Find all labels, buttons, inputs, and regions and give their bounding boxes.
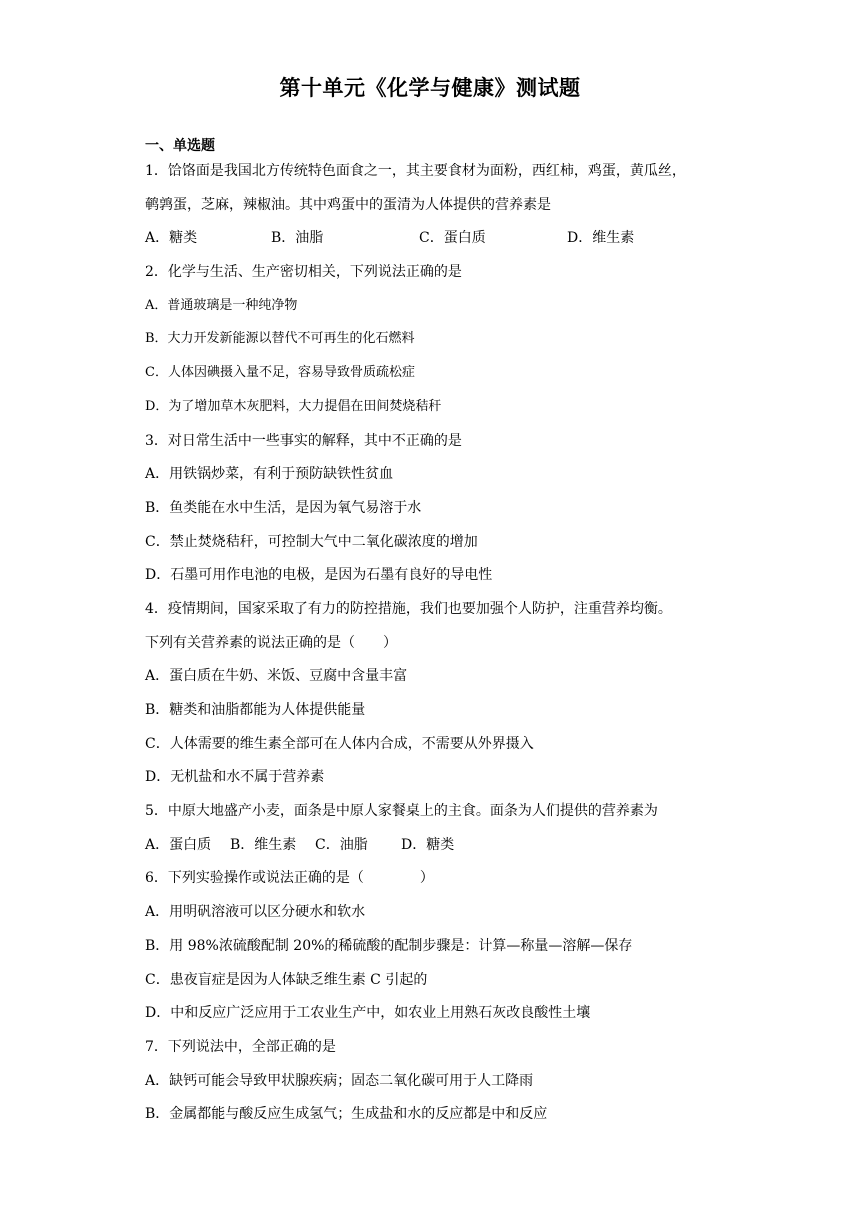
question-7-stem: 7．下列说法中，全部正确的是 [145,1038,336,1055]
question-6-option-b: B．用 98%浓硫酸配制 20%的稀硫酸的配制步骤是：计算—称量—溶解—保存 [145,937,633,954]
question-6-option-d: D．中和反应广泛应用于工农业生产中，如农业上用熟石灰改良酸性土壤 [145,1005,591,1022]
question-1-line-2: 鹌鹑蛋，芝麻，辣椒油。其中鸡蛋中的蛋清为人体提供的营养素是 [145,196,551,213]
question-2-stem: 2．化学与生活、生产密切相关，下列说法正确的是 [145,264,462,281]
page-title: 第十单元《化学与健康》测试题 [279,76,581,100]
question-2-option-d: D．为了增加草木灰肥料，大力提倡在田间焚烧秸秆 [145,398,442,414]
section-heading: 一、单选题 [145,138,215,154]
question-7-option-a: A．缺钙可能会导致甲状腺疾病；固态二氧化碳可用于人工降雨 [145,1072,534,1089]
option-b: B．油脂 [271,230,324,247]
question-2-option-b: B．大力开发新能源以替代不可再生的化石燃料 [145,331,415,347]
question-4-line-2: 下列有关营养素的说法正确的是（ ） [145,634,397,651]
option-a: A．蛋白质 [145,836,212,853]
question-1-line-1: 1．饸饹面是我国北方传统特色面食之一，其主要食材为面粉，西红柿，鸡蛋，黄瓜丝， [145,163,686,179]
question-6-stem: 6．下列实验操作或说法正确的是（ ） [145,870,434,887]
question-list [145,160,725,1137]
question-2-option-a: A．普通玻璃是一种纯净物 [145,297,298,313]
question-3-option-a: A．用铁锅炒菜，有利于预防缺铁性贫血 [145,466,394,483]
question-3-option-c: C．禁止焚烧秸秆，可控制大气中二氧化碳浓度的增加 [145,533,478,550]
question-6-option-c: C．患夜盲症是因为人体缺乏维生素 C 引起的 [145,971,428,988]
question-4-option-b: B．糖类和油脂都能为人体提供能量 [145,702,366,718]
question-4-option-a: A．蛋白质在牛奶、米饭、豆腐中含量丰富 [145,668,408,685]
question-4-option-d: D．无机盐和水不属于营养素 [145,769,325,786]
question-3-option-b: B．鱼类能在水中生活，是因为氧气易溶于水 [145,499,422,516]
question-3-stem: 3．对日常生活中一些事实的解释，其中不正确的是 [145,432,462,449]
question-3-option-d: D．石墨可用作电池的电极，是因为石墨有良好的导电性 [145,567,493,584]
question-4-option-c: C．人体需要的维生素全部可在人体内合成，不需要从外界摄入 [145,735,534,752]
question-5-stem: 5．中原大地盛产小麦，面条是中原人家餐桌上的主食。面条为人们提供的营养素为 [145,803,658,820]
question-1-options [145,227,725,261]
question-5-options [145,834,725,868]
option-d: D．糖类 [401,836,455,853]
question-4-line-1: 4．疫情期间，国家采取了有力的防控措施，我们也要加强个人防护，注重营养均衡。 [145,600,672,617]
question-2-option-c: C．人体因碘摄入量不足，容易导致骨质疏松症 [145,365,415,381]
option-b: B．维生素 [230,836,297,853]
option-c: C．油脂 [315,836,368,853]
option-c: C．蛋白质 [419,230,486,247]
option-d: D．维生素 [567,230,635,247]
question-7-option-b: B．金属都能与酸反应生成氢气；生成盐和水的反应都是中和反应 [145,1106,548,1123]
option-a: A．糖类 [145,230,198,247]
question-6-option-a: A．用明矾溶液可以区分硬水和软水 [145,904,366,921]
